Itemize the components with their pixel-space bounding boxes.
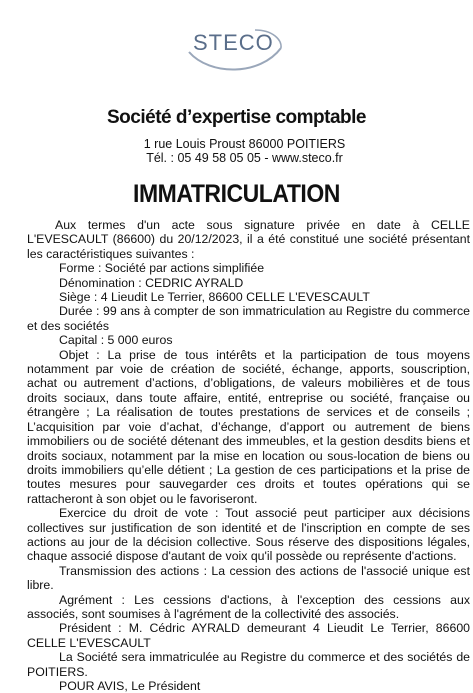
paragraph-immatriculation: La Société sera immatriculée au Registre du commerce et des sociétés de POITIERS. [27, 650, 470, 679]
firm-address: 1 rue Louis Proust 86000 POITIERS [143, 137, 346, 151]
steco-logo [185, 26, 285, 76]
notice-title: IMMATRICULATION [133, 180, 340, 208]
paragraph-intro: Aux termes d'un acte sous signature privée en date à CELLE L'EVESCAULT (86600) du 20/12/2023, il a été constitué une société présentant les caractéristiques suivantes : [27, 218, 470, 261]
notice-body [27, 218, 470, 693]
paragraph-agrement: Agrément : Les cessions d'actions, à l'exception des cessions aux associés, sont soumises à l'agrément de la collectivité des associés. [27, 592, 470, 621]
paragraph-objet: Objet : La prise de tous intérêts et la participation de tous moyens notamment par voie de création de société, échange, apports, souscription, achat ou autrement d’actions, d’obligations, de valeurs mobilières et de tous droits sociaux, dans toute affaire, entité, entreprise ou société, française ou étrangère ; La réalisation de toutes prestations de services et de conseils ; L’acquisition par voie d’achat, d’échange, d’apport ou autrement de biens immobiliers ou de société détenant des immeubles, et la gestion desdits biens et droits sociaux, notamment par la mise en location ou sous-location de biens ou droits immobiliers qu’elle détient ; La gestion de ces participations et la prise de toutes mesures pour sauvegarder ces droits et toutes opérations qui se rattacheront à son objet ou le favoriseront. [27, 347, 470, 506]
paragraph-siege: Siège : 4 Lieudit Le Terrier, 86600 CELLE L'EVESCAULT [59, 290, 370, 305]
logo-text: STECO [193, 30, 274, 55]
paragraph-pour-avis: POUR AVIS, Le Président [59, 679, 201, 693]
paragraph-duree: Durée : 99 ans à compter de son immatriculation au Registre du commerce et des sociétés [27, 304, 470, 333]
firm-title: Société d’expertise comptable [107, 107, 366, 128]
firm-contact: Tél. : 05 49 58 05 05 - www.steco.fr [146, 151, 343, 165]
paragraph-forme: Forme : Société par actions simplifiée [59, 261, 265, 276]
paragraph-president: Président : M. Cédric AYRALD demeurant 4 Lieudit Le Terrier, 86600 CELLE L'EVESCAULT [27, 621, 470, 650]
paragraph-transmission: Transmission des actions : La cession des actions de l'associé unique est libre. [27, 563, 470, 593]
paragraph-capital: Capital : 5 000 euros [59, 333, 173, 348]
paragraph-droit-de-vote: Exercice du droit de vote : Tout associé peut participer aux décisions collectives sur justification de son identité et de l'inscription en compte de ses actions au jour de la décision collective. Sous réserve des dispositions légales, chaque associé dispose d'autant de voix qu'il possède ou représente d'actions. [27, 506, 470, 564]
paragraph-denomination: Dénomination : CEDRIC AYRALD [59, 275, 244, 290]
